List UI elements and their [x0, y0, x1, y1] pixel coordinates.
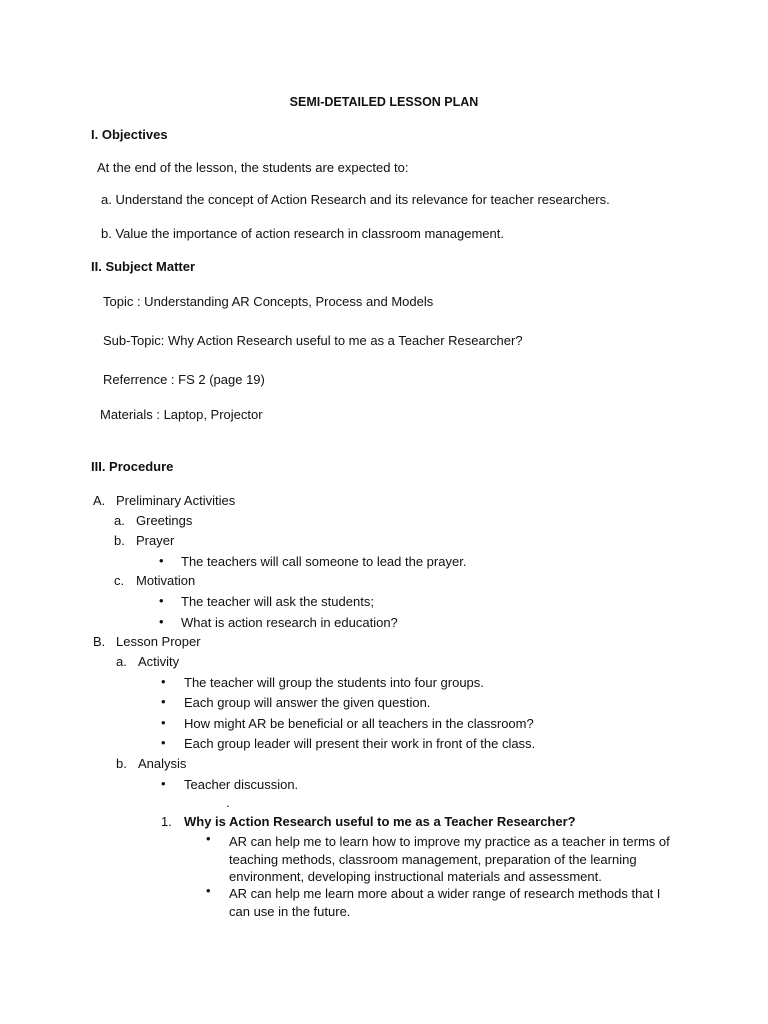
bullet-icon: •: [206, 831, 211, 846]
question-marker: 1.: [161, 814, 172, 829]
objectives-intro: At the end of the lesson, the students are expected to:: [97, 160, 409, 175]
objective-item: b. Value the importance of action research in classroom management.: [101, 226, 504, 241]
bullet-icon: •: [159, 593, 164, 608]
motivation-bullet: The teacher will ask the students;: [181, 594, 374, 609]
activity-bullet: Each group will answer the given question.: [184, 695, 431, 710]
materials-line: Materials : Laptop, Projector: [100, 407, 263, 422]
item-marker: a.: [116, 654, 127, 669]
bullet-icon: •: [159, 553, 164, 568]
bullet-icon: •: [161, 715, 166, 730]
preliminary-activities: Preliminary Activities: [116, 493, 236, 508]
topic-line: Topic : Understanding AR Concepts, Process and Models: [103, 294, 434, 309]
item-marker: b.: [114, 533, 125, 548]
procedure-heading: III. Procedure: [91, 459, 174, 474]
section-marker: A.: [93, 493, 106, 508]
greetings: Greetings: [136, 513, 193, 528]
stray-dot: .: [226, 795, 230, 810]
bullet-icon: •: [159, 614, 164, 629]
prayer-bullet: The teachers will call someone to lead the prayer.: [181, 554, 467, 569]
bullet-icon: •: [161, 735, 166, 750]
bullet-icon: •: [206, 883, 211, 898]
objective-item: a. Understand the concept of Action Research and its relevance for teacher researchers.: [101, 192, 610, 207]
activity-bullet: How might AR be beneficial or all teachers in the classroom?: [184, 716, 534, 731]
bullet-icon: •: [161, 694, 166, 709]
analysis: Analysis: [138, 756, 187, 771]
bullet-icon: •: [161, 674, 166, 689]
objectives-heading: I. Objectives: [91, 127, 168, 142]
question-text: Why is Action Research useful to me as a Teacher Researcher?: [184, 814, 576, 829]
page-title: SEMI-DETAILED LESSON PLAN: [289, 95, 479, 109]
activity: Activity: [138, 654, 180, 669]
activity-bullet: The teacher will group the students into four groups.: [184, 675, 484, 690]
subject-matter-heading: II. Subject Matter: [91, 259, 196, 274]
bullet-icon: •: [161, 776, 166, 791]
item-marker: a.: [114, 513, 125, 528]
analysis-bullet: Teacher discussion.: [184, 777, 299, 792]
motivation-bullet: What is action research in education?: [181, 615, 398, 630]
prayer: Prayer: [136, 533, 175, 548]
lesson-proper: Lesson Proper: [116, 634, 201, 649]
answer-bullet: AR can help me learn more about a wider range of research methods that I can use in the future.: [229, 886, 661, 919]
activity-bullet: Each group leader will present their work in front of the class.: [184, 736, 536, 751]
motivation: Motivation: [136, 573, 196, 588]
item-marker: c.: [114, 573, 125, 588]
item-marker: b.: [116, 756, 127, 771]
reference-line: Referrence : FS 2 (page 19): [103, 372, 265, 387]
answer-bullet: AR can help me to learn how to improve my practice as a teacher in terms of teaching methods, classroom management, preparation of the learning environment, developing instructional materials and assessment.: [229, 834, 670, 884]
section-marker: B.: [93, 634, 106, 649]
subtopic-line: Sub-Topic: Why Action Research useful to me as a Teacher Researcher?: [103, 333, 523, 348]
